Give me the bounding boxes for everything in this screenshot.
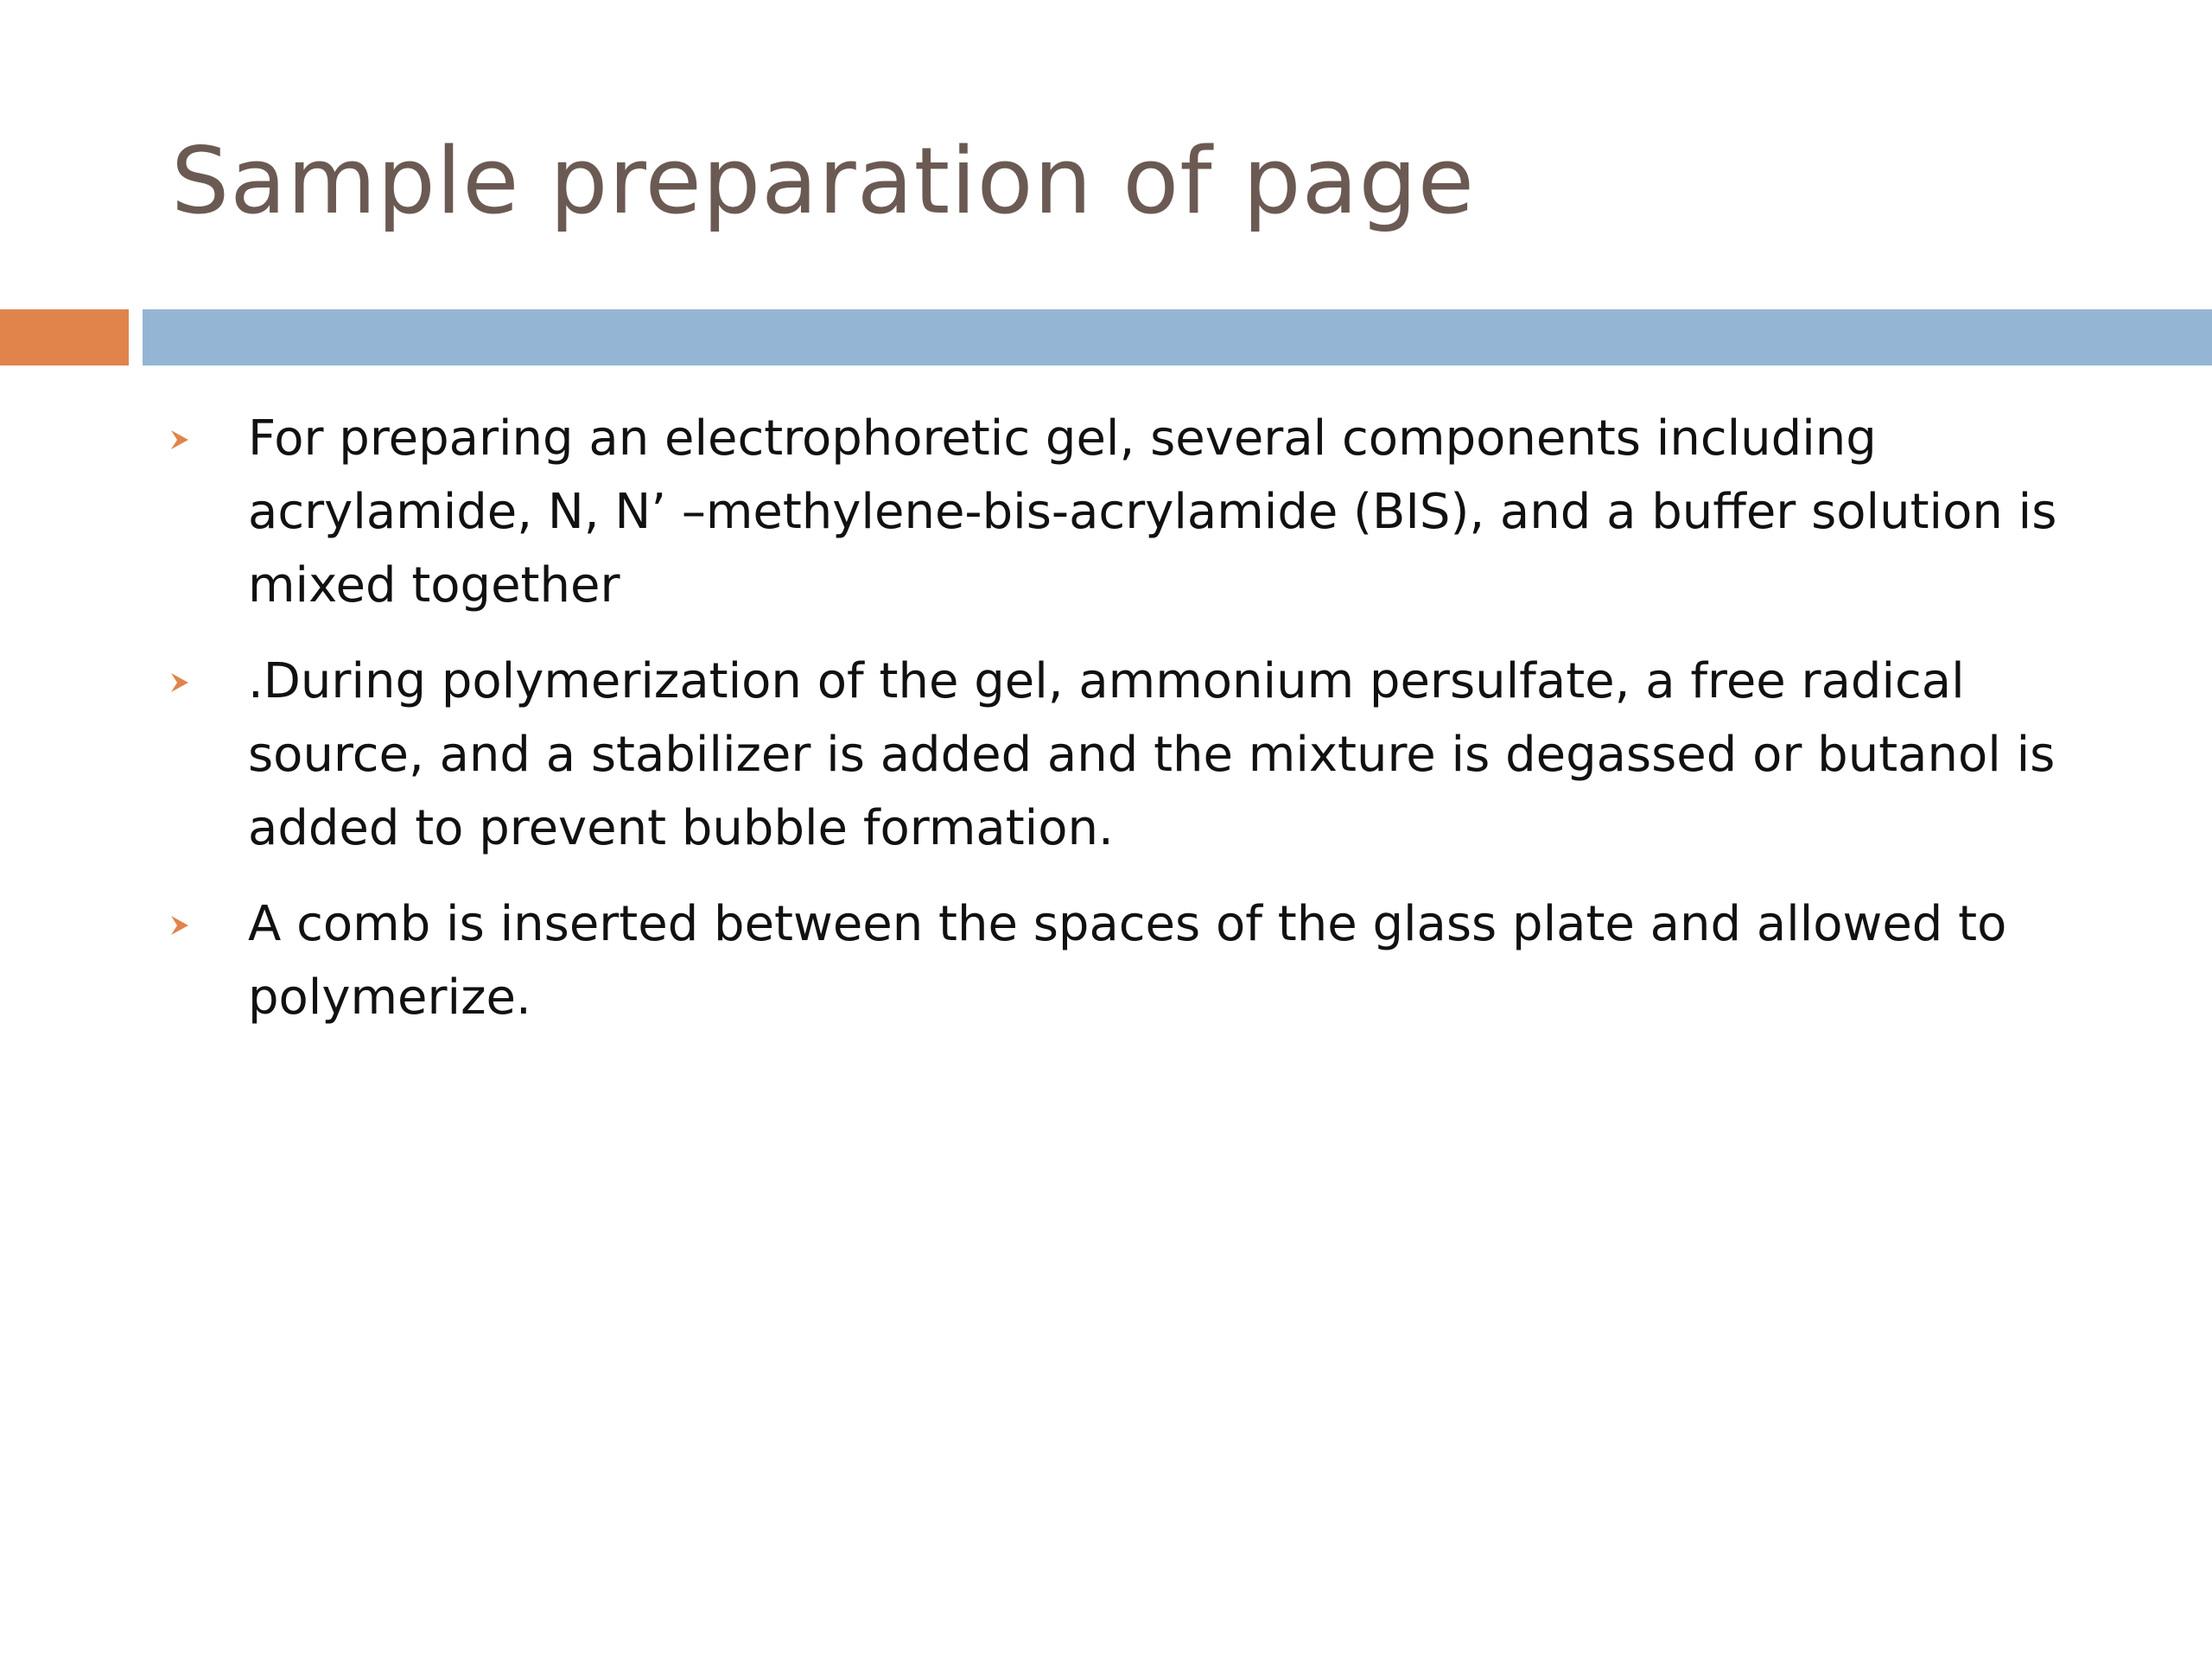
bullet-text: .During polymerization of the gel, ammonium persulfate, a free radical source, and a stabilizer is added and the mixture is degassed or butanol is added to prevent bubble formation. — [248, 653, 2056, 856]
accent-bar-orange — [0, 309, 129, 365]
slide-title: Sample preparation of page — [171, 128, 1476, 234]
arrowhead-icon — [169, 429, 190, 451]
bullet-text: For preparing an electrophoretic gel, several components including acrylamide, N, N’ –methylene-bis-acrylamide (BIS), and a buffer solution is mixed together — [248, 410, 2057, 613]
bullet-item — [169, 645, 2113, 865]
arrowhead-icon — [169, 671, 190, 694]
bullet-text: A comb is inserted between the spaces of the glass plate and allowed to polymerize. — [248, 896, 2007, 1026]
bullet-item — [169, 887, 2113, 1034]
accent-bar-blue — [143, 309, 2212, 365]
bullet-item — [169, 402, 2113, 622]
bullet-list — [169, 402, 2113, 1057]
arrowhead-icon — [169, 914, 190, 937]
